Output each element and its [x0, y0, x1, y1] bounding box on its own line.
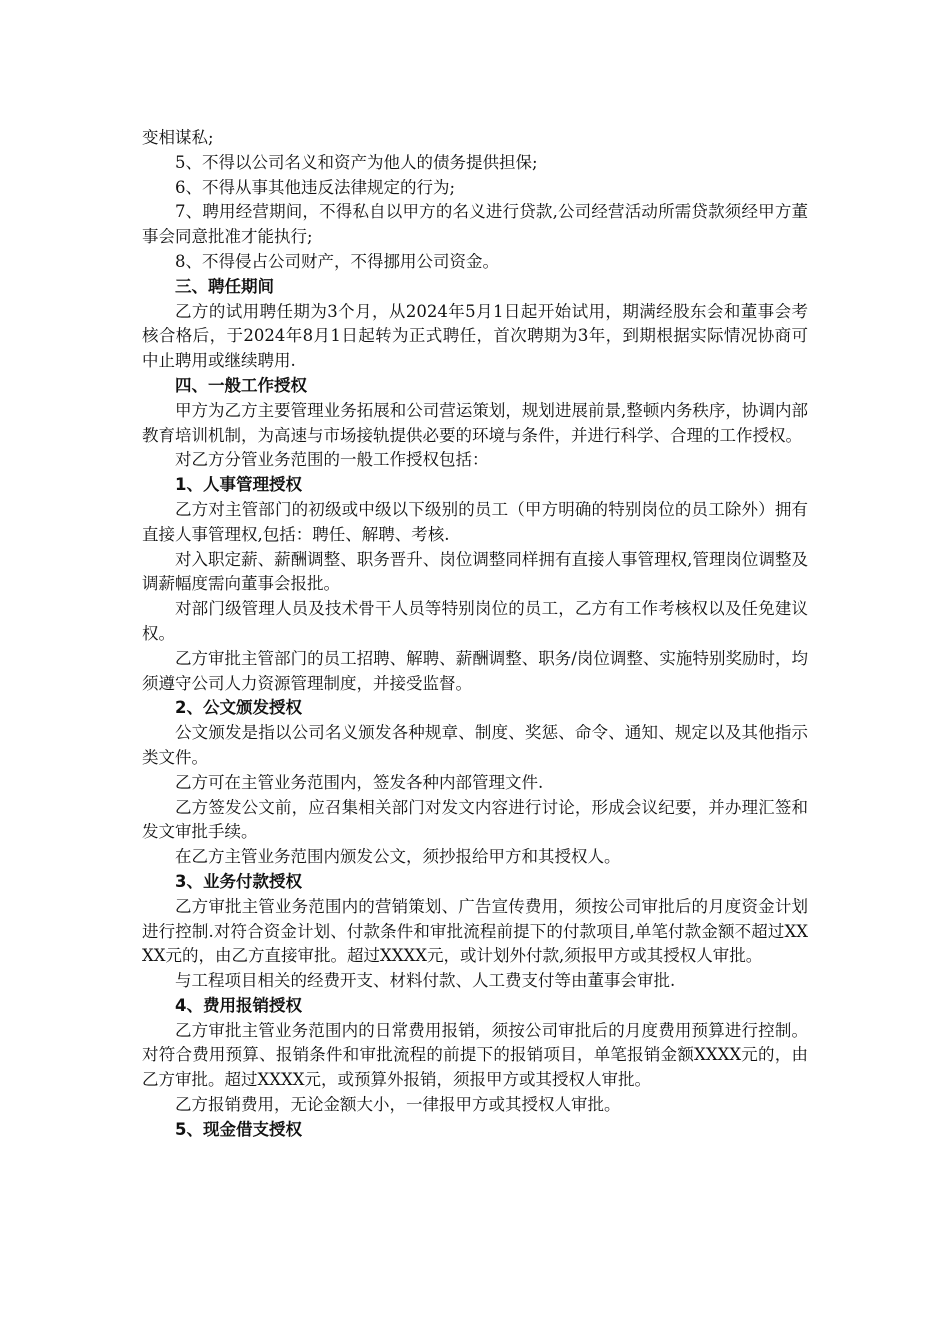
paragraph: 公文颁发是指以公司名义颁发各种规章、制度、奖惩、命令、通知、规定以及其他指示类文件。 — [142, 723, 808, 767]
paragraph: 乙方可在主管业务范围内，签发各种内部管理文件. — [175, 772, 544, 792]
section-heading: 三、聘任期间 — [175, 276, 274, 296]
subsection-heading: 3、业务付款授权 — [175, 871, 302, 891]
paragraph: 乙方报销费用，无论金额大小，一律报甲方或其授权人审批。 — [175, 1095, 621, 1115]
paragraph: 变相谋私; — [142, 128, 214, 147]
paragraph: 乙方对主管部门的初级或中级以下级别的员工（甲方明确的特别岗位的员工除外）拥有直接人事管理权,包括：聘任、解聘、考核. — [142, 499, 808, 544]
subsection-heading: 5、现金借支授权 — [175, 1119, 302, 1139]
paragraph: 乙方的试用聘任期为3个月，从2024年5月1日起开始试用，期满经股东会和董事会考核合格后，于2024年8月1日起转为正式聘任，首次聘期为3年，到期根据实际情况协商可中止聘用或继续聘用. — [142, 301, 808, 371]
subsection-heading: 4、费用报销授权 — [175, 995, 302, 1015]
paragraph: 7、聘用经营期间，不得私自以甲方的名义进行贷款,公司经营活动所需贷款须经甲方董事会同意批准才能执行; — [142, 202, 808, 247]
paragraph: 与工程项目相关的经费开支、材料付款、人工费支付等由董事会审批. — [175, 971, 676, 991]
paragraph: 乙方审批主管业务范围内的日常费用报销，须按公司审批后的月度费用预算进行控制。对符合费用预算、报销条件和审批流程的前提下的报销项目，单笔报销金额XXXX元的，由乙方审批。超过XXXX元，或预算外报销，须报甲方或其授权人审批。 — [142, 1020, 808, 1090]
section-heading: 四、一般工作授权 — [175, 375, 307, 395]
paragraph: 乙方审批主管部门的员工招聘、解聘、薪酬调整、职务/岗位调整、实施特别奖励时，均须遵守公司人力资源管理制度，并接受监督。 — [142, 648, 808, 693]
subsection-heading: 1、人事管理授权 — [175, 475, 302, 495]
paragraph: 乙方审批主管业务范围内的营销策划、广告宣传费用，须按公司审批后的月度资金计划进行控制.对符合资金计划、付款条件和审批流程前提下的付款项目,单笔付款金额不超过XXXX元的，由乙方直接审批。超过XXXX元，或计划外付款,须报甲方或其授权人审批。 — [142, 896, 808, 966]
paragraph: 乙方签发公文前，应召集相关部门对发文内容进行讨论，形成会议纪要，并办理汇签和发文审批手续。 — [142, 797, 808, 842]
paragraph: 甲方为乙方主要管理业务拓展和公司营运策划，规划进展前景,整顿内务秩序，协调内部教育培训机制，为高速与市场接轨提供必要的环境与条件，并进行科学、合理的工作授权。 — [142, 400, 808, 445]
paragraph: 对入职定薪、薪酬调整、职务晋升、岗位调整同样拥有直接人事管理权,管理岗位调整及调薪幅度需向董事会报批。 — [142, 549, 808, 594]
document-page — [142, 126, 808, 1143]
paragraph: 8、不得侵占公司财产，不得挪用公司资金。 — [175, 251, 499, 271]
subsection-heading: 2、公文颁发授权 — [175, 698, 302, 718]
paragraph: 在乙方主管业务范围内颁发公文，须抄报给甲方和其授权人。 — [175, 847, 621, 867]
paragraph: 6、不得从事其他违反法律规定的行为; — [175, 177, 456, 197]
paragraph: 对乙方分管业务范围的一般工作授权包括： — [175, 450, 489, 470]
paragraph: 对部门级管理人员及技术骨干人员等特别岗位的员工，乙方有工作考核权以及任免建议权。 — [142, 599, 808, 643]
paragraph: 5、不得以公司名义和资产为他人的债务提供担保; — [175, 152, 538, 172]
